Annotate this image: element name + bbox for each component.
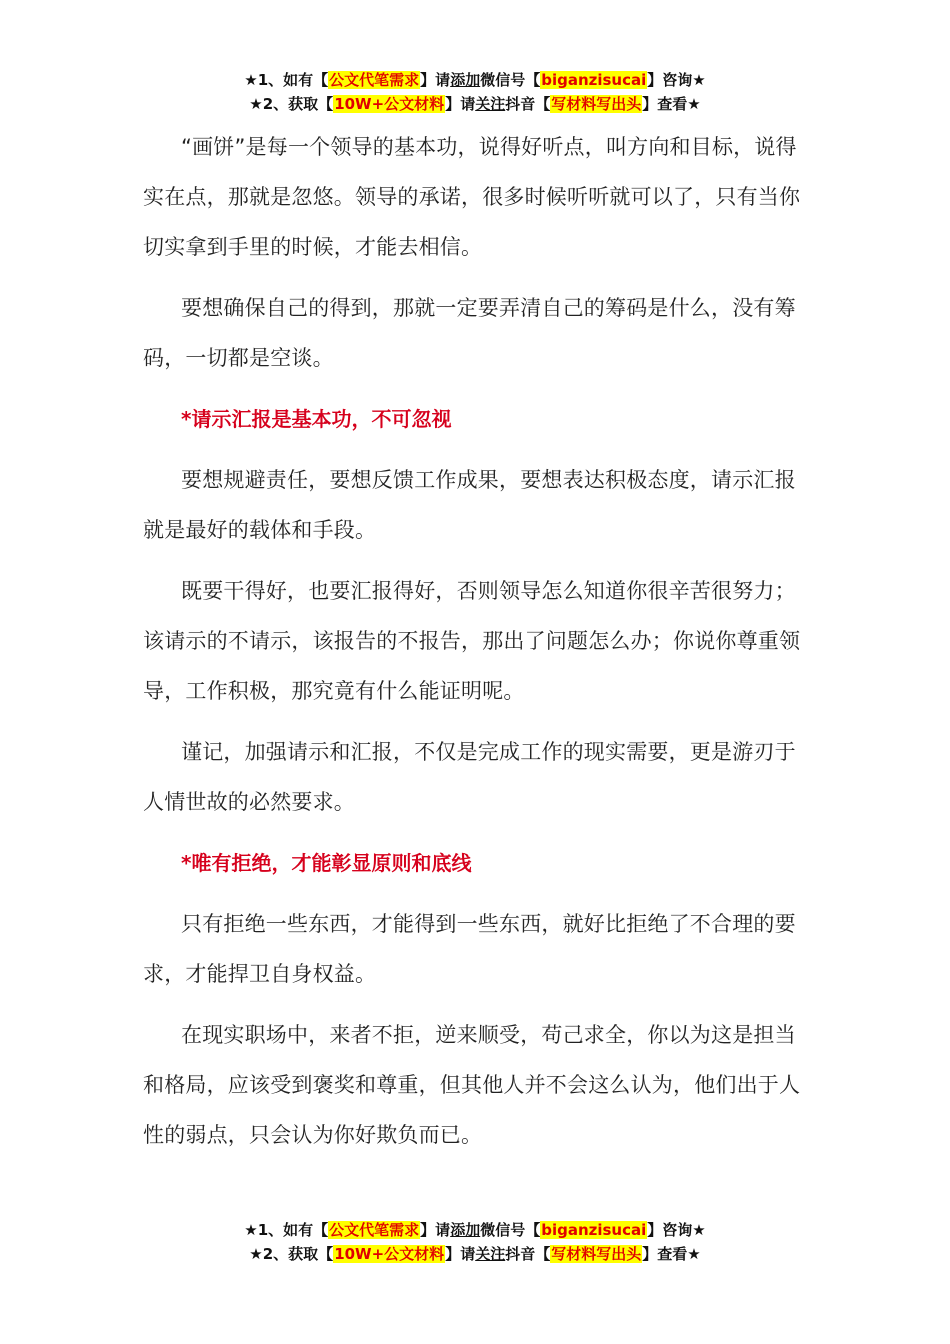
banner-highlight: biganzisucai — [541, 1221, 647, 1239]
banner-text: 】查看★ — [642, 95, 701, 113]
section-heading: *请示汇报是基本功，不可忽视 — [181, 407, 452, 431]
banner-underline: 关注 — [475, 95, 506, 113]
banner-underline: 关注 — [475, 1245, 506, 1263]
banner-text: ★2、获取【 — [249, 1245, 334, 1263]
banner-text: 微信号【 — [480, 71, 541, 89]
banner-text: 】咨询★ — [647, 1221, 706, 1239]
banner-text: 】请 — [445, 95, 476, 113]
banner-text: 】咨询★ — [647, 71, 706, 89]
footer-banner — [0, 1218, 950, 1266]
banner-text: ★1、如有【 — [244, 71, 329, 89]
banner-line-2 — [0, 92, 950, 116]
banner-text: 抖音【 — [505, 1245, 551, 1263]
banner-underline: 添加 — [450, 71, 481, 89]
paragraph: 要想规避责任，要想反馈工作成果，要想表达积极态度，请示汇报就是最好的载体和手段。 — [143, 468, 796, 542]
paragraph: 只有拒绝一些东西，才能得到一些东西，就好比拒绝了不合理的要求，才能捍卫自身权益。 — [143, 912, 796, 986]
paragraph: “画饼”是每一个领导的基本功，说得好听点，叫方向和目标，说得实在点，那就是忽悠。领导的承诺，很多时候听听就可以了，只有当你切实拿到手里的时候，才能去相信。 — [143, 135, 801, 259]
banner-highlight: 10W+公文材料 — [334, 1245, 445, 1263]
banner-highlight: 公文代笔需求 — [329, 71, 420, 89]
banner-highlight: 公文代笔需求 — [329, 1221, 420, 1239]
banner-text: 】查看★ — [642, 1245, 701, 1263]
banner-text: 抖音【 — [505, 95, 551, 113]
paragraph: 既要干得好，也要汇报得好，否则领导怎么知道你很辛苦很努力；该请示的不请示，该报告的不报告，那出了问题怎么办；你说你尊重领导，工作积极，那究竟有什么能证明呢。 — [143, 579, 801, 703]
section-heading: *唯有拒绝，才能彰显原则和底线 — [181, 851, 472, 875]
banner-highlight: 写材料写出头 — [551, 95, 642, 113]
banner-text: 】请 — [420, 71, 451, 89]
paragraph: 在现实职场中，来者不拒，逆来顺受，苟己求全，你以为这是担当和格局，应该受到褒奖和尊重，但其他人并不会这么认为，他们出于人性的弱点，只会认为你好欺负而已。 — [143, 1023, 801, 1147]
banner-highlight: biganzisucai — [541, 71, 647, 89]
banner-text: 】请 — [420, 1221, 451, 1239]
banner-underline: 添加 — [450, 1221, 481, 1239]
banner-text: ★1、如有【 — [244, 1221, 329, 1239]
paragraph: 谨记，加强请示和汇报，不仅是完成工作的现实需要，更是游刃于人情世故的必然要求。 — [143, 740, 796, 814]
banner-line-1 — [0, 68, 950, 92]
paragraph: 要想确保自己的得到，那就一定要弄清自己的筹码是什么，没有筹码，一切都是空谈。 — [143, 296, 796, 370]
banner-text: 微信号【 — [480, 1221, 541, 1239]
banner-text: 】请 — [445, 1245, 476, 1263]
banner-highlight: 10W+公文材料 — [334, 95, 445, 113]
document-body — [143, 122, 811, 1171]
banner-text: ★2、获取【 — [249, 95, 334, 113]
banner-line-1 — [0, 1218, 950, 1242]
header-banner — [0, 68, 950, 116]
banner-line-2 — [0, 1242, 950, 1266]
banner-highlight: 写材料写出头 — [551, 1245, 642, 1263]
